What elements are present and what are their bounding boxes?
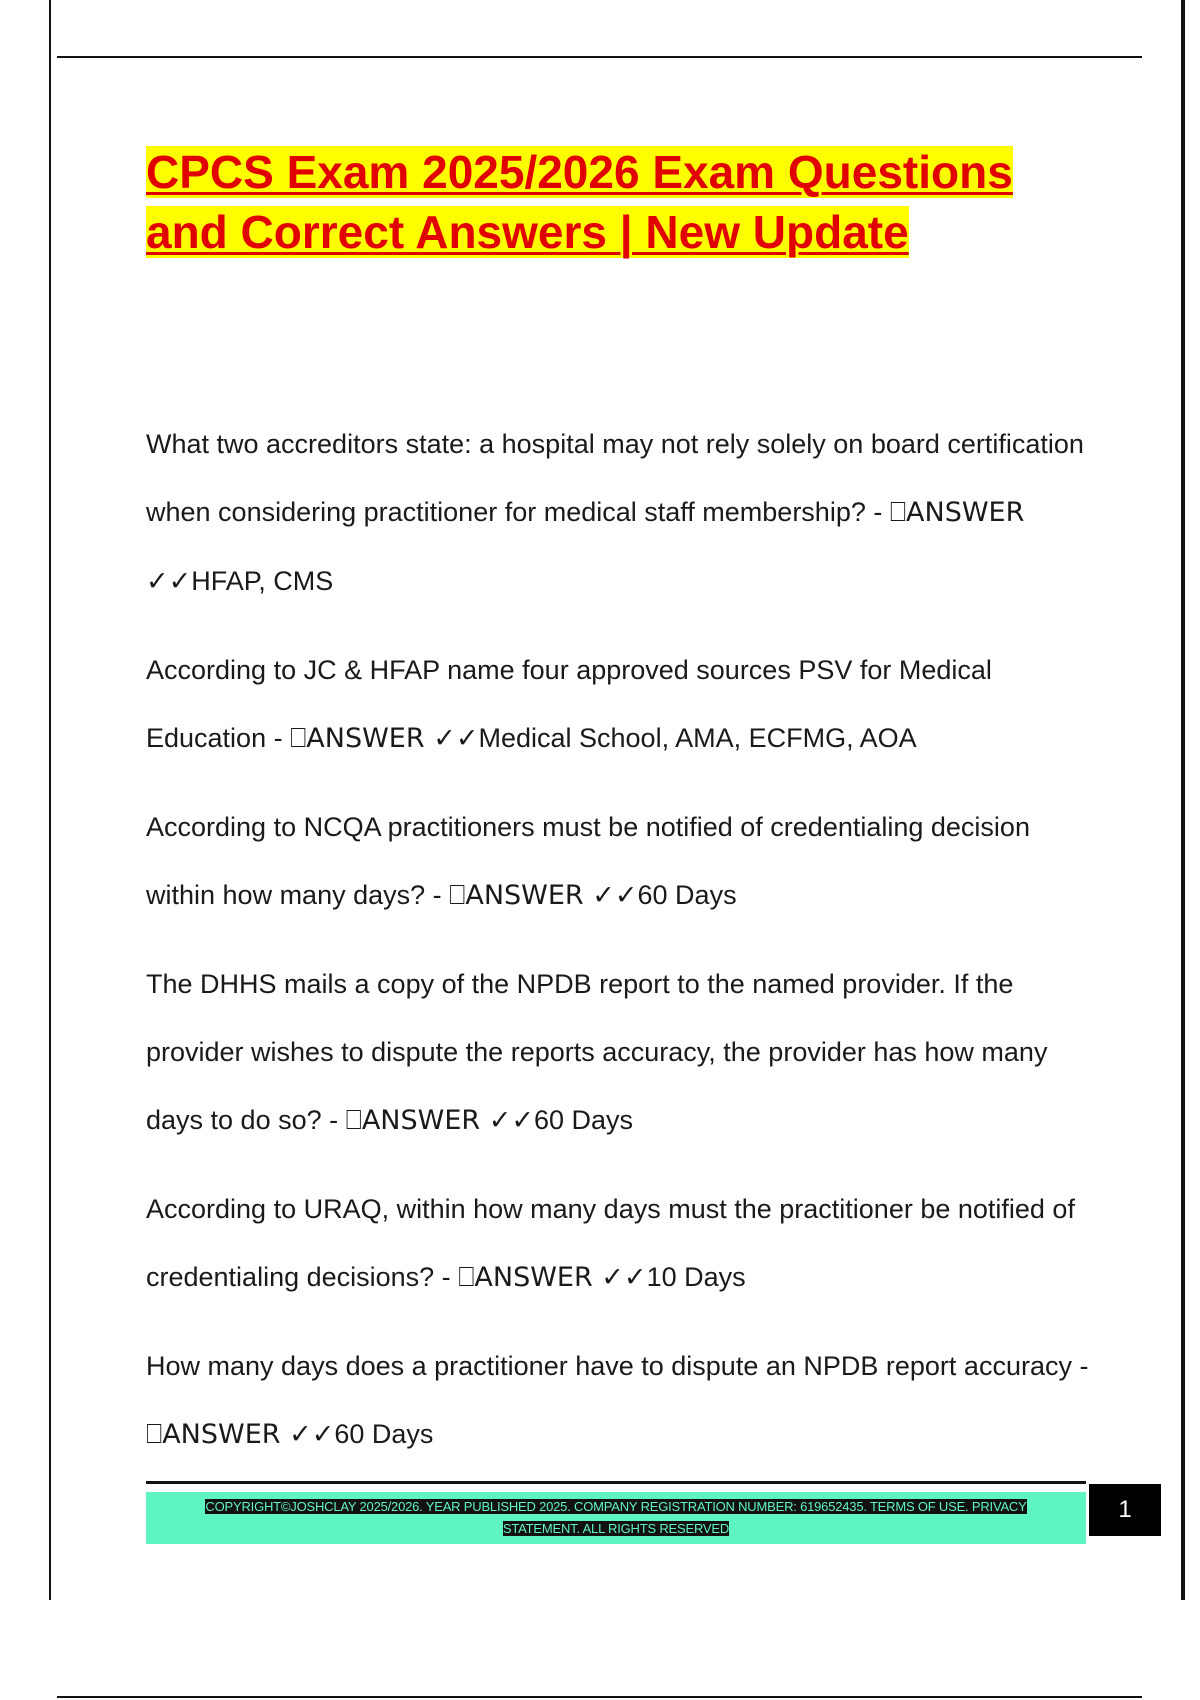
copyright-line-1: COPYRIGHT©JOSHCLAY 2025/2026. YEAR PUBLISHED 2025. COMPANY REGISTRATION NUMBER: 619652435. TERMS OF USE. PRIVACY bbox=[205, 1499, 1027, 1514]
question-text: According to JC & HFAP name four approved sources PSV for Medical Education - bbox=[146, 655, 992, 753]
question-item-2 bbox=[146, 636, 1096, 773]
page-title bbox=[146, 142, 1086, 262]
footer-copyright-band bbox=[146, 1492, 1086, 1544]
answer-marker: ⎕ANSWER ✓✓ bbox=[146, 1419, 335, 1450]
title-line-2: and Correct Answers | New Update bbox=[146, 206, 909, 258]
page-number: 1 bbox=[1089, 1484, 1161, 1536]
page-border-right bbox=[1181, 0, 1185, 1600]
next-page-rule bbox=[57, 1696, 1142, 1698]
copyright-line-2: STATEMENT. ALL RIGHTS RESERVED bbox=[502, 1521, 730, 1536]
answer-marker: ⎕ANSWER ✓✓ bbox=[458, 1262, 647, 1293]
question-item-3 bbox=[146, 793, 1096, 930]
answer-text: HFAP, CMS bbox=[191, 566, 334, 596]
question-text: According to NCQA practitioners must be notified of credentialing decision within how many days? - bbox=[146, 812, 1030, 910]
answer-marker: ⎕ANSWER ✓✓ bbox=[146, 497, 1025, 597]
answer-text: 60 Days bbox=[334, 1419, 434, 1449]
footer-rule bbox=[146, 1481, 1086, 1484]
question-text: How many days does a practitioner have to dispute an NPDB report accuracy - bbox=[146, 1351, 1089, 1381]
question-text: The DHHS mails a copy of the NPDB report to the named provider. If the provider wishes to dispute the reports accuracy, the provider has how many days to do so? - bbox=[146, 969, 1048, 1135]
question-item-5 bbox=[146, 1175, 1096, 1312]
answer-marker: ⎕ANSWER ✓✓ bbox=[345, 1105, 534, 1136]
answer-text: 10 Days bbox=[646, 1262, 746, 1292]
question-text: According to URAQ, within how many days must the practitioner be notified of credentialing decisions? - bbox=[146, 1194, 1075, 1292]
answer-text: Medical School, AMA, ECFMG, AOA bbox=[478, 723, 917, 753]
question-item-4 bbox=[146, 950, 1096, 1155]
header-rule bbox=[57, 56, 1142, 58]
answer-text: 60 Days bbox=[534, 1105, 634, 1135]
question-item-6 bbox=[146, 1332, 1096, 1469]
question-text: What two accreditors state: a hospital may not rely solely on board certification when considering practitioner for medical staff membership? - bbox=[146, 429, 1084, 527]
question-list bbox=[146, 410, 1096, 1489]
page-border-left bbox=[49, 0, 51, 1600]
answer-marker: ⎕ANSWER ✓✓ bbox=[449, 880, 638, 911]
title-line-1: CPCS Exam 2025/2026 Exam Questions bbox=[146, 146, 1013, 198]
question-item-1 bbox=[146, 410, 1096, 616]
footer-copyright bbox=[146, 1496, 1086, 1540]
answer-marker: ⎕ANSWER ✓✓ bbox=[290, 723, 479, 754]
answer-text: 60 Days bbox=[637, 880, 737, 910]
